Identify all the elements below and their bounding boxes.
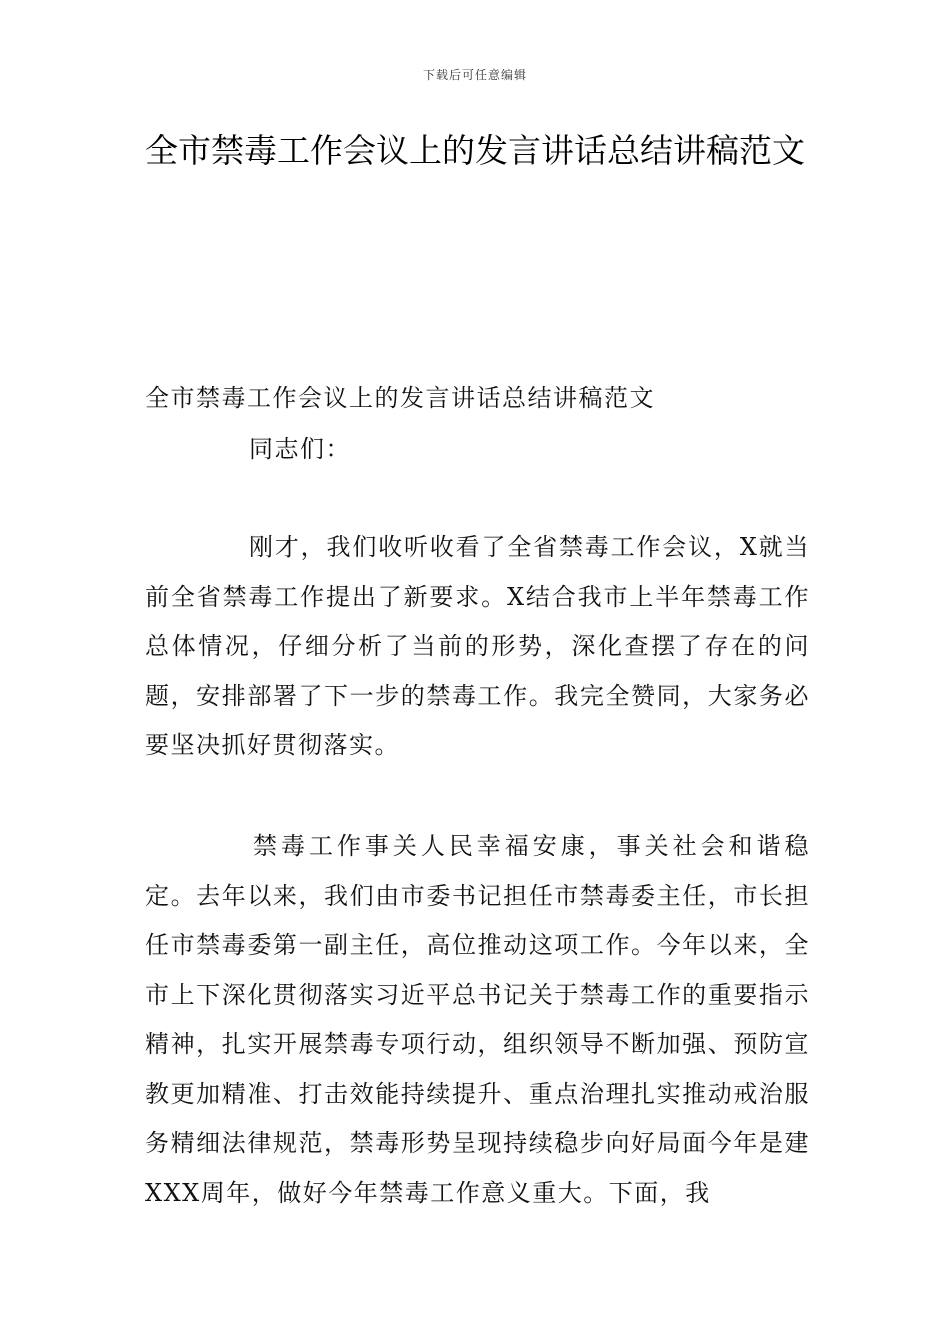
paragraph-2: 禁毒工作事关人民幸福安康，事关社会和谐稳定。去年以来，我们由市委书记担任市禁毒委主任，市长担任市禁毒委第一副主任，高位推动这项工作。今年以来，全市上下深化贯彻落实习近平总书记关于禁毒工作的重要指示精神，扎实开展禁毒专项行动，组织领导不断加强、预防宣教更加精准、打击效能持续提升、重点治理扎实推动戒治服务精细法律规范，禁毒形势呈现持续稳步向好局面今年是建XXX周年，做好今年禁毒工作意义重大。下面，我 xyxy=(145,832,810,1207)
salutation: 同志们： xyxy=(249,435,351,463)
document-title: 全市禁毒工作会议上的发言讲话总结讲稿范文 xyxy=(145,131,805,170)
header-note: 下载后可任意编辑 xyxy=(422,68,527,82)
paragraph-1: 刚才，我们收听收看了全省禁毒工作会议，X就当前全省禁毒工作提出了新要求。X结合我市上半年禁毒工作总体情况，仔细分析了当前的形势，深化查摆了存在的问题，安排部署了下一步的禁毒工作。我完全赞同，大家务必要坚决抓好贯彻落实。 xyxy=(145,533,810,759)
document-subtitle: 全市禁毒工作会议上的发言讲话总结讲稿范文 xyxy=(145,384,655,412)
